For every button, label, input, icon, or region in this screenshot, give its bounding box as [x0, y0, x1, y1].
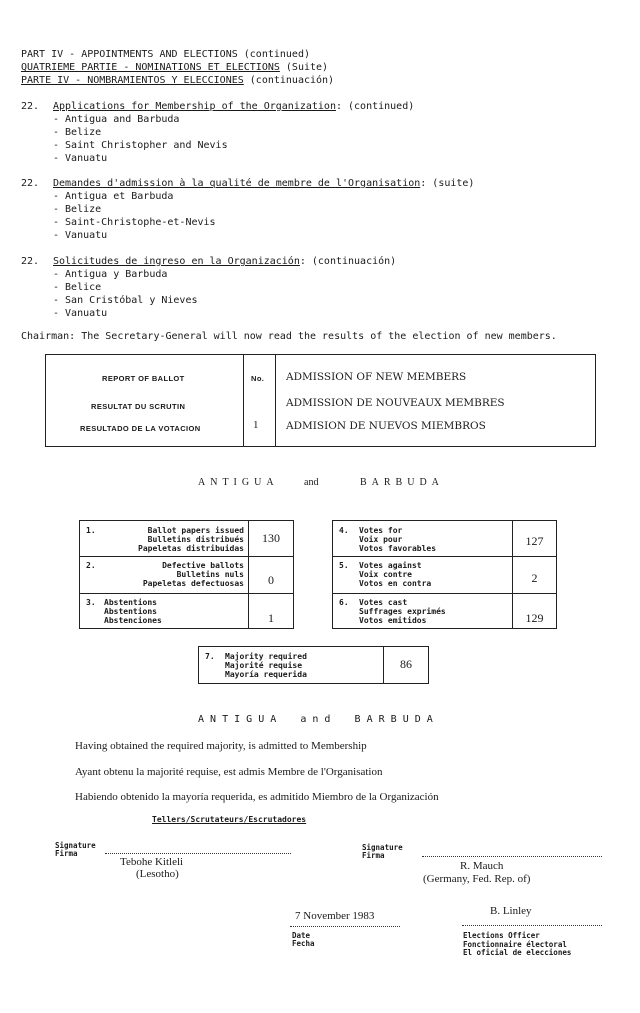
- date-value: 7 November 1983: [295, 910, 375, 922]
- label-line: Suffrages exprimés: [359, 607, 446, 616]
- list-item: - Antigua et Barbuda: [53, 191, 174, 202]
- header-en: PART IV - APPOINTMENTS AND ELECTIONS (continued): [21, 49, 310, 60]
- list-item: - Belice: [53, 282, 102, 293]
- teller-right-country: (Germany, Fed. Rep. of): [423, 873, 531, 885]
- label-line: Votes cast: [359, 598, 408, 607]
- fecha-label: Fecha: [292, 939, 315, 948]
- report-of-ballot-box: [45, 354, 596, 447]
- teller-left-country: (Lesotho): [136, 868, 179, 880]
- header-fr: [21, 62, 328, 73]
- abstentions-value: 1: [268, 611, 274, 625]
- date-labels: [292, 932, 315, 948]
- section-fr-suffix: : (suite): [420, 178, 475, 189]
- label-line: Votes against: [359, 561, 422, 570]
- report-title-es: ADMISION DE NUEVOS MIEMBROS: [286, 420, 486, 432]
- report-no-value: 1: [253, 419, 259, 431]
- list-item: - Saint-Christophe-et-Nevis: [53, 217, 216, 228]
- officer-title: Elections Officer: [463, 931, 540, 940]
- list-item: - Vanuatu: [53, 230, 108, 241]
- ballot-papers-issued-label: [98, 526, 244, 553]
- label-line: Bulletins nuls: [176, 570, 244, 579]
- votes-cast-value: 129: [525, 611, 544, 625]
- section-en-suffix: : (continued): [335, 101, 415, 112]
- label-line: Votes for: [359, 526, 403, 535]
- divider: [333, 556, 556, 557]
- tellers-heading: Tellers/Scrutateurs/Escrutadores: [152, 815, 307, 824]
- label-line: Defective ballots: [162, 561, 244, 570]
- label-line: Abstentions: [104, 607, 157, 616]
- ballot-table-right: [332, 520, 557, 629]
- result-line-es: Habiendo obtenido la mayoría requerida, es admitido Miembro de la Organización: [75, 791, 439, 803]
- list-item: - Antigua and Barbuda: [53, 114, 180, 125]
- list-item: - Vanuatu: [53, 153, 108, 164]
- votes-for-value: 127: [525, 534, 544, 548]
- label-line: Voix pour: [359, 535, 403, 544]
- officer-name: B. Linley: [490, 905, 532, 917]
- list-item: - Belize: [53, 204, 102, 215]
- officer-title: El oficial de elecciones: [463, 948, 572, 957]
- list-item: - San Cristóbal y Nieves: [53, 295, 198, 306]
- signature-label-left: [55, 842, 96, 858]
- row-number: 5.: [339, 561, 349, 570]
- country-heading-left: ANTIGUA: [198, 477, 279, 488]
- section-en-heading: [53, 101, 414, 112]
- country-heading-mid: and: [304, 477, 319, 488]
- section-es-number: 22.: [21, 256, 40, 267]
- header-fr-suffix: (Suite): [279, 62, 329, 73]
- section-es-heading: [53, 256, 396, 267]
- list-item: - Belize: [53, 127, 102, 138]
- label-line: Majority required: [225, 652, 307, 661]
- label-line: Ballot papers issued: [147, 526, 244, 535]
- section-fr-heading: [53, 178, 474, 189]
- date-line: [290, 926, 400, 927]
- header-es-suffix: (continuación): [243, 75, 335, 86]
- officer-title: Fonctionnaire électoral: [463, 939, 567, 949]
- majority-table: [198, 646, 429, 684]
- section-fr-number: 22.: [21, 178, 40, 189]
- firma-label: Firma: [362, 851, 385, 860]
- report-title-en: ADMISSION OF NEW MEMBERS: [286, 371, 467, 383]
- row-number: 2.: [86, 561, 96, 570]
- section-fr-title: Demandes d'admission à la qualité de membre de l'Organisation: [53, 178, 421, 189]
- header-fr-main: QUATRIEME PARTIE - NOMINATIONS ET ELECTIONS: [21, 62, 280, 73]
- divider: [275, 355, 276, 446]
- label-line: Majorité requise: [225, 661, 303, 670]
- divider: [243, 355, 244, 446]
- ballot-table-left: [79, 520, 294, 629]
- result-line-en: Having obtained the required majority, is admitted to Membership: [75, 740, 367, 752]
- defective-ballots-label: [98, 561, 244, 588]
- divider: [80, 593, 293, 594]
- majority-required-value: 86: [400, 657, 412, 671]
- row-number: 1.: [86, 526, 96, 535]
- label-line: Mayoría requerida: [225, 670, 307, 679]
- label-line: Abstenciones: [104, 616, 162, 625]
- label-line: Votos favorables: [359, 544, 437, 553]
- label-line: Papeletas distribuidas: [138, 544, 244, 553]
- officer-titles: [463, 932, 571, 958]
- section-es-suffix: : (continuación): [299, 256, 397, 267]
- firma-label: Firma: [55, 849, 78, 858]
- abstentions-label: [104, 598, 162, 625]
- country-heading-right: BARBUDA: [360, 477, 444, 488]
- chairman-statement: Chairman: The Secretary-General will now read the results of the election of new members.: [21, 331, 557, 342]
- row-number: 4.: [339, 526, 349, 535]
- report-label-es: RESULTADO DE LA VOTACION: [80, 424, 201, 433]
- officer-signature-line: [462, 925, 602, 926]
- report-title-fr: ADMISSION DE NOUVEAUX MEMBRES: [286, 397, 505, 409]
- votes-against-value: 2: [531, 571, 538, 585]
- divider: [80, 556, 293, 557]
- list-item: - Vanuatu: [53, 308, 108, 319]
- signature-label: Signature: [362, 843, 403, 852]
- votes-against-label: [359, 561, 431, 588]
- ballot-papers-issued-value: 130: [262, 531, 280, 545]
- teller-right-name: R. Mauch: [460, 860, 504, 872]
- report-label-fr: RESULTAT DU SCRUTIN: [91, 402, 186, 411]
- signature-line-right: [422, 856, 602, 857]
- row-number: 3.: [86, 598, 96, 607]
- signature-label: Signature: [55, 841, 96, 850]
- section-en-title: Applications for Membership of the Organization: [53, 101, 336, 112]
- section-en-number: 22.: [21, 101, 40, 112]
- label-line: Abstentions: [104, 598, 157, 607]
- header-es: [21, 75, 334, 86]
- label-line: Votos en contra: [359, 579, 432, 588]
- result-line-fr: Ayant obtenu la majorité requise, est admis Membre de l'Organisation: [75, 766, 383, 778]
- label-line: Votos emitidos: [359, 616, 427, 625]
- majority-required-label: [225, 652, 307, 679]
- label-line: Voix contre: [359, 570, 412, 579]
- row-number: 6.: [339, 598, 349, 607]
- list-item: - Antigua y Barbuda: [53, 269, 168, 280]
- votes-for-label: [359, 526, 436, 553]
- votes-cast-label: [359, 598, 446, 625]
- date-label: Date: [292, 931, 311, 940]
- defective-ballots-value: 0: [268, 573, 274, 587]
- section-es-title: Solicitudes de ingreso en la Organización: [53, 256, 300, 267]
- list-item: - Saint Christopher and Nevis: [53, 140, 228, 151]
- report-label-en: REPORT OF BALLOT: [102, 374, 185, 383]
- label-line: Papeletas defectuosas: [142, 579, 244, 588]
- label-line: Bulletins distribués: [147, 535, 244, 544]
- report-no-label: No.: [251, 374, 265, 383]
- result-heading: A N T I G U A a n d B A R B U D A: [198, 714, 433, 725]
- header-es-main: PARTE IV - NOMBRAMIENTOS Y ELECCIONES: [21, 75, 244, 86]
- divider: [333, 593, 556, 594]
- row-number: 7.: [205, 652, 215, 661]
- teller-left-name: Tebohe Kitleli: [120, 856, 184, 868]
- signature-line-left: [105, 853, 291, 854]
- signature-label-right: [362, 844, 403, 860]
